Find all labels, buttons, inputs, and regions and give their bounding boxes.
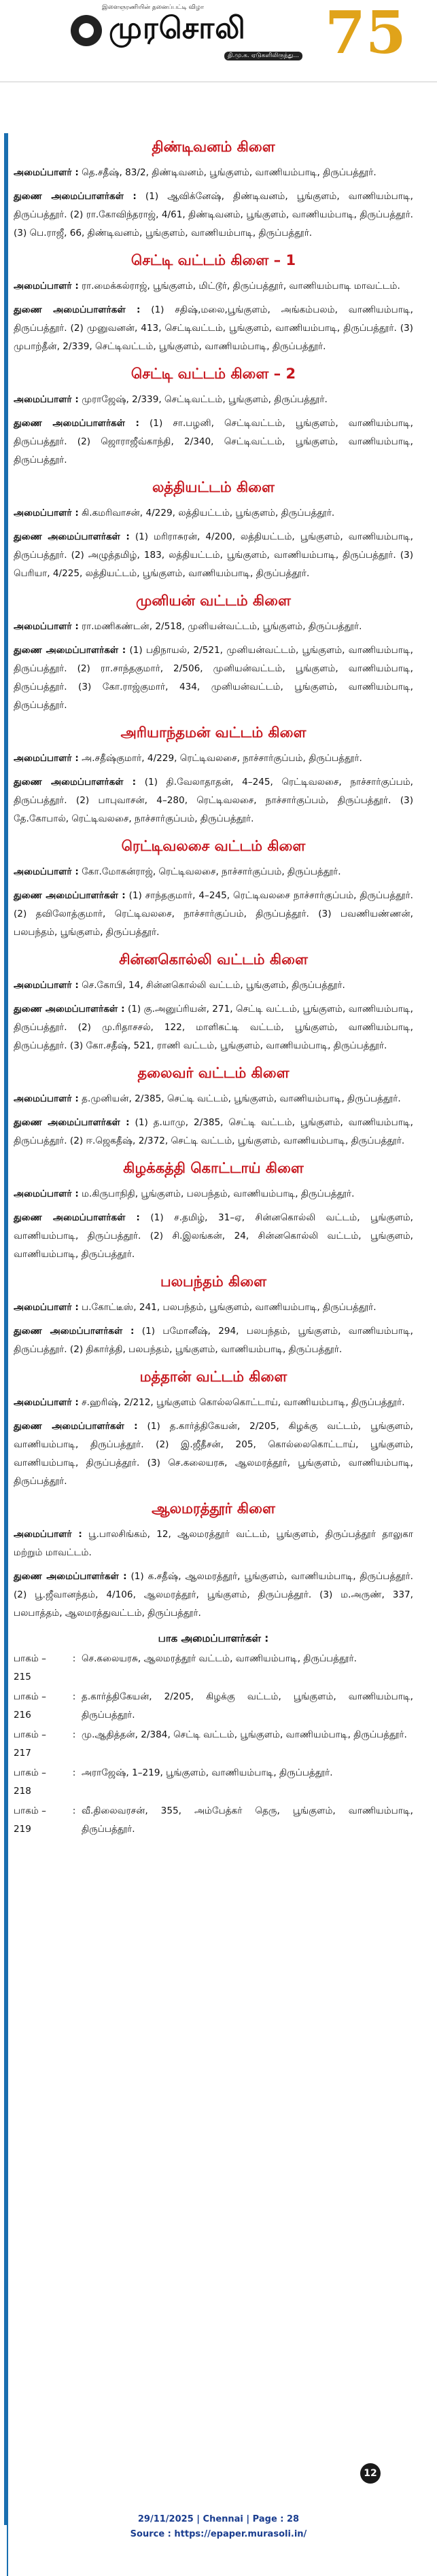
organizer-label: அமைப்பாளர் : [14,394,79,405]
branch-section [14,479,413,583]
organizer-text: ச.ஹரிஷ், 2/212, பூங்குளம் கொல்லகொட்டாய், வாணியம்பாடி, திருப்பத்தூர். [82,1397,405,1408]
ward-text: வீ.திலைவரசன், 355, அம்பேத்கர் தெரு, பூங்குளம், வாணியம்பாடி, திருப்பத்தூர். [82,1805,413,1835]
ward-label: பாகம் – 219 [14,1805,46,1835]
organizer-text: செ.கோபி, 14, சின்னகொல்லி வட்டம், பூங்குளம், திருப்பத்தூர். [82,980,345,991]
ward-text: அராஜேஷ், 1–219, பூங்குளம், வாணியம்பாடி, திருப்பத்தூர். [82,1767,333,1778]
anniversary-badge [325,0,406,77]
deputies-text: (1) தி.வேலாதாதன், 4–245, ரெட்டிவலசை, நாச்சார்குப்பம், திருப்பத்தூர். (2) பாபுவாசன், 4–280, ரெட்டிவலசை, நாச்சார்குப்பம், திருப்பத்தூர். (3) தே.கோபால், ரெட்டிவலசை, நாச்சார்குப்பம், திருப்பத்தூர். [14,777,413,824]
branch-title: லத்தியட்டம் கிளை [152,479,275,495]
masthead-subline: தி.மு.க. ஏடுகளிலிருந்து... [224,52,302,60]
ward-separator: : [72,1691,76,1702]
deputies-label: துணை அமைப்பாளர்கள் : [14,1421,138,1432]
organizer-text: கோ.மோகன்ராஜ், ரெட்டிவலசை, நாச்சார்குப்பம், திருப்பத்தூர். [82,866,341,877]
organizer-paragraph [14,1299,413,1317]
organizer-paragraph [14,1090,413,1108]
ward-label: பாகம் – 218 [14,1767,46,1797]
deputies-paragraph [14,887,413,942]
branch-title: கிழக்கத்தி கொட்டாய் கிளை [123,1160,304,1176]
ward-row [14,1726,413,1763]
organizer-label: அமைப்பாளர் : [14,167,79,178]
organizer-label: அமைப்பாளர் : [14,980,79,991]
organizer-text: பூ.பாலசிங்கம், 12, ஆலமரத்தூர் வட்டம், பூங்குளம், திருப்பத்தூர் தாலுகா மற்றும் மாவட்டம். [14,1529,414,1558]
branch-title: ரெட்டிவலசை வட்டம் கிளை [121,838,306,854]
deputies-text: (1) கு.அனுப்ரியன், 271, செட்டி வட்டம், பூங்குளம், வாணியம்பாடி, திருப்பத்தூர். (2) மு.ரிதாசசல், 122, மாளிகட்டி வட்டம், பூங்குளம், வாணியம்பாடி, திருப்பத்தூர். (3) கோ.சதீஷ், 521, ராணி வட்டம், பூங்குளம், வாணியம்பாடி, திருப்பத்தூர். [14,1004,413,1051]
newspaper-logo[interactable]: முரசொலி [109,11,246,46]
deputies-text: (1) மரிராசுரன், 4/200, லத்தியட்டம், பூங்குளம், வாணியம்பாடி, திருப்பத்தூர். (2) அழுத்தமிழ், 183, லத்தியட்டம், பூங்குளம், வாணியம்பாடி, திருப்பத்தூர். (3) பெரியா, 4/225, லத்தியட்டம், பூங்குளம், வாணியம்பாடி, திருப்பத்தூர். [14,531,413,579]
deputies-text: (1) பமோனீஷ், 294, பலபந்தம், பூங்குளம், வாணியம்பாடி, திருப்பத்தூர். (2) திகார்த்தி, பலபந்தம், பூங்குளம், வாணியம்பாடி, திருப்பத்தூர். [14,1326,413,1355]
deputies-label: துணை அமைப்பாளர்கள் : [14,890,126,901]
deputies-paragraph [14,1114,413,1150]
branch-title: முனியன் வட்டம் கிளை [136,593,291,609]
deputies-paragraph [14,301,413,356]
organizer-text: ரா.மணிகண்டன், 2/518, முனியன்வட்டம், பூங்குளம், திருப்பத்தூர். [82,621,362,632]
organizer-text: கி.கமரிவாசன், 4/229, லத்தியட்டம், பூங்குளம், திருப்பத்தூர். [82,508,335,518]
branch-title: திண்டிவனம் கிளை [152,139,275,155]
branch-title: செட்டி வட்டம் கிளை – 2 [130,366,296,382]
deputies-text: (1) ச.தமிழ், 31–ஏ, சின்னகொல்லி வட்டம், பூங்குளம், வாணியம்பாடி, திருப்பத்தூர். (2) சி.இலங்கன், 24, சின்னகொல்லி வட்டம், பூங்குளம், வாணியம்பாடி, திருப்பத்தூர். [14,1212,413,1260]
ward-text: செ.கலையரசு, ஆலமரத்தூர் வட்டம், வாணியம்பாடி, திருப்பத்தூர். [82,1653,357,1664]
organizer-paragraph [14,277,413,296]
deputies-paragraph [14,1209,413,1264]
organizer-paragraph [14,863,413,881]
organizer-label: அமைப்பாளர் : [14,1397,79,1408]
ward-separator: : [72,1653,76,1664]
branch-section [14,252,413,356]
ward-row [14,1688,413,1725]
organizer-paragraph [14,976,413,995]
ward-separator: : [72,1767,76,1778]
article-body [14,135,413,1840]
ward-organizers-section [14,1632,413,1839]
deputies-label: துணை அமைப்பாளர்கள் : [14,1117,130,1128]
ward-separator: : [72,1805,76,1816]
organizer-label: அமைப்பாளர் : [14,1302,79,1313]
branch-title: செட்டி வட்டம் கிளை – 1 [130,252,296,268]
ward-row [14,1650,413,1687]
ward-label: பாகம் – 217 [14,1729,46,1759]
organizer-paragraph [14,1525,413,1562]
organizer-text: தெ.சதீஷ், 83/2, திண்டிவனம், பூங்குளம், வாணியம்பாடி, திருப்பத்தூர். [82,167,377,178]
deputies-text: (1) சா.பழனி, செட்டிவட்டம், பூங்குளம், வாணியம்பாடி, திருப்பத்தூர். (2) ஜொராஜீவ்காந்தி, 2/340, செட்டிவட்டம், பூங்குளம், வாணியம்பாடி, திருப்பத்தூர். [14,418,413,465]
organizer-text: அ.சதீஷ்குமார், 4/229, ரெட்டிவலசை, நாச்சார்குப்பம், திருப்பத்தூர். [82,753,362,764]
deputies-label: துணை அமைப்பாளர்கள் : [14,1571,127,1582]
organizer-paragraph [14,504,413,523]
branch-title: அரியாந்தமன் வட்டம் கிளை [120,724,307,741]
branch-section [14,593,413,715]
ward-label: பாகம் – 216 [14,1691,46,1721]
ward-row [14,1764,413,1801]
anniversary-number: 75 [325,0,406,67]
organizer-paragraph [14,1185,413,1203]
branch-section [14,139,413,243]
deputies-paragraph [14,641,413,715]
deputies-label: துணை அமைப்பாளர்கள் : [14,304,141,315]
branch-section [14,366,413,470]
organizer-label: அமைப்பாளர் : [14,1188,79,1199]
branch-section [14,1065,413,1150]
branch-title: சின்னகொல்லி வட்டம் கிளை [119,951,308,968]
ward-section-title: பாக அமைப்பாளர்கள் : [158,1632,269,1644]
deputies-paragraph [14,1568,413,1623]
deputies-text: (1) சாந்தகுமார், 4–245, ரெட்டிவலசை நாச்சார்குப்பம், திருப்பத்தூர். (2) தவிலோத்குமார், ரெட்டிவலசை, நாச்சார்குப்பம், திருப்பத்தூர். (3) பவணியண்ணன், பலபந்தம், பூங்குளம், திருப்பத்தூர். [14,890,413,938]
deputies-paragraph [14,1000,413,1055]
deputies-text: (1) சதிஷ்,மலை,பூங்குளம், அங்கம்பலம், வாணியம்பாடி, திருப்பத்தூர். (2) முனுவனன், 413, செட்டிவட்டம், பூங்குளம், வாணியம்பாடி, திருப்பத்தூர். (3) முபாற்தீன், 2/339, செட்டிவட்டம், பூங்குளம், வாணியம்பாடி, திருப்பத்தூர். [14,304,413,352]
deputies-paragraph [14,1417,413,1491]
organizer-text: த.முனியன், 2/385, செட்டி வட்டம், பூங்குளம், வாணியம்பாடி, திருப்பத்தூர். [82,1093,401,1104]
deputies-label: துணை அமைப்பாளர்கள் : [14,531,130,542]
deputies-label: துணை அமைப்பாளர்கள் : [14,418,139,429]
party-emblem-icon [71,15,102,46]
organizer-label: அமைப்பாளர் : [14,508,79,518]
deputies-label: துணை அமைப்பாளர்கள் : [14,1004,125,1014]
branch-title: மத்தான் வட்டம் கிளை [139,1369,287,1385]
deputies-paragraph [14,1322,413,1359]
organizer-label: அமைப்பாளர் : [14,1093,79,1104]
footer-date-line: 29/11/2025 | Chennai | Page : 28 [137,2514,300,2524]
footer-source-line[interactable]: Source : https://epaper.murasoli.in/ [130,2529,307,2539]
ward-label: பாகம் – 215 [14,1653,46,1682]
branch-title: பலபந்தம் கிளை [160,1273,267,1290]
page-number-badge: 12 [360,2463,381,2484]
organizer-paragraph [14,391,413,409]
organizer-text: ப.கோட்டீஸ், 241, பலபந்தம், பூங்குளம், வாணியம்பாடி, திருப்பத்தூர். [82,1302,377,1313]
deputies-label: துணை அமைப்பாளர்கள் : [14,1212,140,1223]
organizer-paragraph [14,618,413,636]
deputies-text: (1) க.சதீஷ், ஆலமரத்தூர், பூங்குளம், வாணியம்பாடி, திருப்பத்தூர். (2) பூ.ஜீவானந்தம், 4/106, ஆலமரத்தூர், பூங்குளம், திருப்பத்தூர். (3) ம.அருண், 337, பலபாத்தம், ஆலமரத்துவட்டம், திருப்பத்தூர். [14,1571,413,1619]
deputies-paragraph [14,773,413,828]
branch-section [14,1160,413,1264]
organizer-text: ம.கிருபாநிதி, பூங்குளம், பலபந்தம், வாணியம்பாடி, திருப்பத்தூர். [82,1188,355,1199]
branch-title: தலைவர் வட்டம் கிளை [137,1065,290,1081]
deputies-paragraph [14,528,413,583]
branch-section [14,838,413,942]
organizer-label: அமைப்பாளர் : [14,281,79,292]
deputies-text: (1) த.யாமு, 2/385, செட்டி வட்டம், பூங்குளம், வாணியம்பாடி, திருப்பத்தூர். (2) ஈ.ஜெகதீஷ், 2/372, செட்டி வட்டம், பூங்குளம், வாணியம்பாடி, திருப்பத்தூர். [14,1117,413,1146]
ward-text: மு.ஆதித்தன், 2/384, செட்டி வட்டம், பூங்குளம், வாணியம்பாடி, திருப்பத்தூர். [82,1729,407,1740]
deputies-paragraph [14,188,413,243]
branch-section [14,1273,413,1359]
organizer-text: முராஜேஷ், 2/339, செட்டிவட்டம், பூங்குளம், திருப்பத்தூர். [82,394,328,405]
ward-text: த.கார்த்திகேயன், 2/205, கிழக்கு வட்டம், பூங்குளம், வாணியம்பாடி, திருப்பத்தூர். [82,1691,413,1721]
branch-section [14,951,413,1055]
branch-section [14,1369,413,1491]
deputies-text: (1) ஆவிக்னேஷ், திண்டிவனம், பூங்குளம், வாணியம்பாடி, திருப்பத்தூர். (2) ரா.கோவிந்தராஜ், 4/61, திண்டிவனம், பூங்குளம், வாணியம்பாடி, திருப்பத்தூர். (3) பெ.ராஜீ, 66, திண்டிவனம், பூங்குளம், வாணியம்பாடி, திருப்பத்தூர். [14,191,413,239]
branch-section [14,1500,413,1623]
ward-separator: : [72,1729,76,1740]
masthead-tagline: இளைஞரணியின் தனைப்பட்டி விழா [102,4,204,11]
organizer-paragraph [14,749,413,768]
deputies-paragraph [14,414,413,470]
organizer-label: அமைப்பாளர் : [14,866,79,877]
organizer-label: அமைப்பாளர் : [14,621,79,632]
deputies-label: துணை அமைப்பாளர்கள் : [14,645,126,656]
organizer-text: ரா.மைக்கல்ராஜ், பூங்குளம், மிட்டூர், திருப்பத்தூர், வாணியம்பாடி மாவட்டம். [82,281,400,292]
deputies-text: (1) பதிநாயல், 2/521, முனியன்வட்டம், பூங்குளம், வாணியம்பாடி, திருப்பத்தூர். (2) ரா.சாந்தகுமார், 2/506, முனியன்வட்டம், பூங்குளம், வாணியம்பாடி, திருப்பத்தூர். (3) கோ.ராஜ்குமார், 434, முனியன்வட்டம், பூங்குளம், வாணியம்பாடி, திருப்பத்தூர். [14,645,413,711]
organizer-paragraph [14,1394,413,1412]
branch-section [14,724,413,828]
deputies-text: (1) த.கார்த்திகேயன், 2/205, கிழக்கு வட்டம், பூங்குளம், வாணியம்பாடி, திருப்பத்தூர். (2) இ.ஜீதீசன், 205, கொல்லைகொட்டாய், பூங்குளம், வாணியம்பாடி, திருப்பத்தூர். (3) செ.கலையரசு, ஆலமரத்தூர், பூங்குளம், வாணியம்பாடி, திருப்பத்தூர். [14,1421,414,1487]
branch-title: ஆலமரத்தூர் கிளை [152,1500,275,1517]
deputies-label: துணை அமைப்பாளர்கள் : [14,191,137,202]
organizer-label: அமைப்பாளர் : [14,1529,82,1540]
ward-row [14,1802,413,1839]
deputies-label: துணை அமைப்பாளர்கள் : [14,777,137,788]
masthead [0,0,437,82]
organizer-paragraph [14,164,413,182]
deputies-label: துணை அமைப்பாளர்கள் : [14,1326,135,1337]
organizer-label: அமைப்பாளர் : [14,753,79,764]
